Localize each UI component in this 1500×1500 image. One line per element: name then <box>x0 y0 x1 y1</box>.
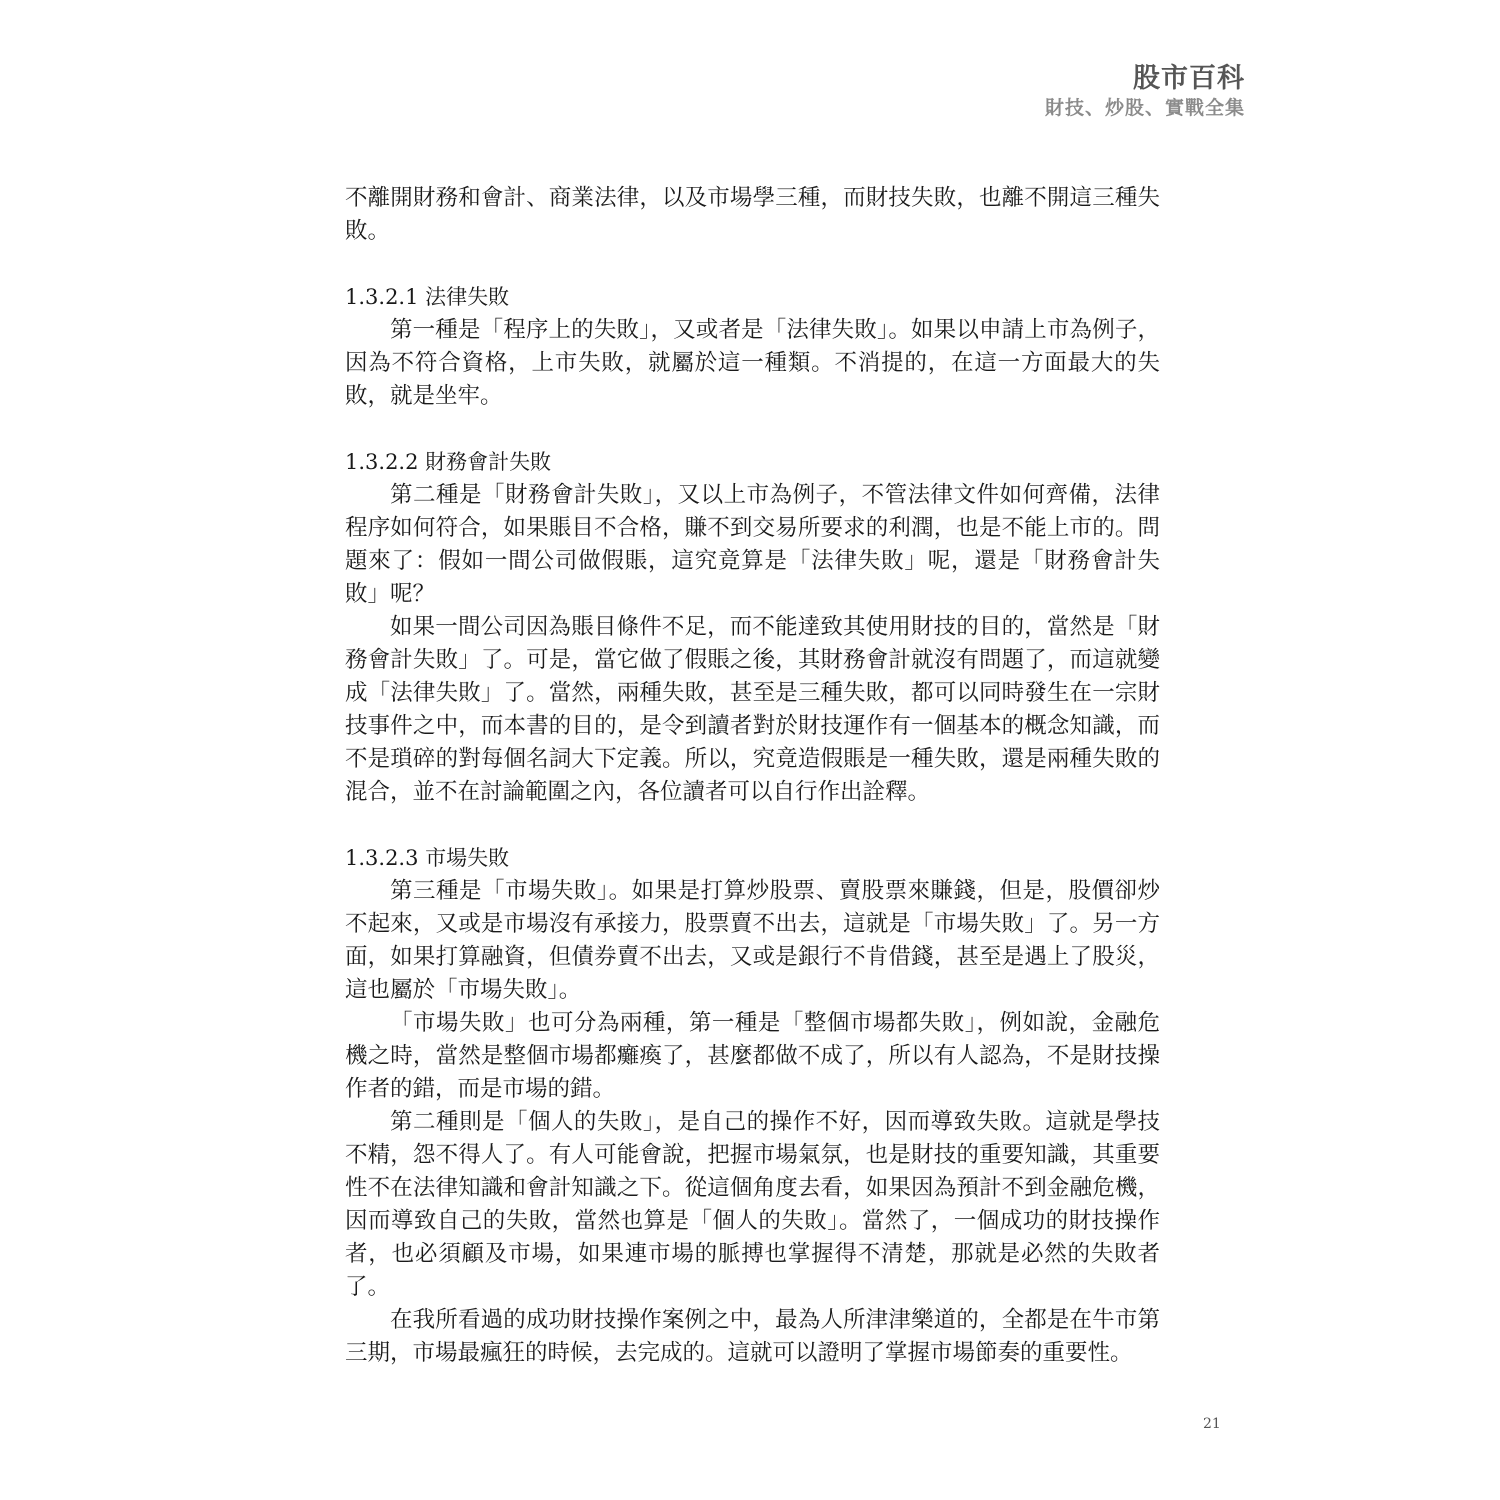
paragraph: 「市場失敗」也可分為兩種，第一種是「整個市場都失敗」，例如說，金融危機之時，當然是整個市場都癱瘓了，甚麼都做不成了，所以有人認為，不是財技操作者的錯，而是市場的錯。 <box>345 1010 1160 1102</box>
section-heading-accounting-failure: 1.3.2.2 財務會計失敗 <box>345 450 552 474</box>
spacer <box>345 248 1160 281</box>
paragraph: 第二種則是「個人的失敗」，是自己的操作不好，因而導致失敗。這就是學技不精，怨不得人了。有人可能會說，把握市場氣氛，也是財技的重要知識，其重要性不在法律知識和會計知識之下。從這個角度去看，如果因為預計不到金融危機，因而導致自己的失敗，當然也算是「個人的失敗」。當然了，一個成功的財技操作者，也必須顧及市場，如果連市場的脈搏也掌握得不清楚，那就是必然的失敗者了。 <box>345 1109 1160 1300</box>
section-heading-legal-failure: 1.3.2.1 法律失敗 <box>345 285 510 309</box>
spacer <box>345 809 1160 842</box>
page-body <box>345 182 1160 1370</box>
paragraph: 第一種是「程序上的失敗」，又或者是「法律失敗」。如果以申請上市為例子，因為不符合資格，上市失敗，就屬於這一種類。不消提的，在這一方面最大的失敗，就是坐牢。 <box>345 317 1160 409</box>
paragraph: 第二種是「財務會計失敗」，又以上市為例子，不管法律文件如何齊備，法律程序如何符合，如果賬目不合格，賺不到交易所要求的利潤，也是不能上市的。問題來了：假如一間公司做假賬，這究竟算是「法律失敗」呢，還是「財務會計失敗」呢？ <box>345 482 1160 607</box>
section-heading-market-failure: 1.3.2.3 市場失敗 <box>345 846 510 870</box>
paragraph: 第三種是「市場失敗」。如果是打算炒股票、賣股票來賺錢，但是，股價卻炒不起來，又或是市場沒有承接力，股票賣不出去，這就是「市場失敗」了。另一方面，如果打算融資，但債券賣不出去，又或是銀行不肯借錢，甚至是遇上了股災，這也屬於「市場失敗」。 <box>345 878 1160 1003</box>
paragraph: 在我所看過的成功財技操作案例之中，最為人所津津樂道的，全都是在牛市第三期，市場最瘋狂的時候，去完成的。這就可以證明了掌握市場節奏的重要性。 <box>345 1307 1160 1366</box>
book-subtitle: 財技、炒股、實戰全集 <box>1044 97 1245 119</box>
running-header <box>1045 62 1245 120</box>
page-number: 21 <box>1203 1416 1221 1432</box>
spacer <box>345 413 1160 446</box>
paragraph: 如果一間公司因為賬目條件不足，而不能達致其使用財技的目的，當然是「財務會計失敗」了。可是，當它做了假賬之後，其財務會計就沒有問題了，而這就變成「法律失敗」了。當然，兩種失敗，甚至是三種失敗，都可以同時發生在一宗財技事件之中，而本書的目的，是令到讀者對於財技運作有一個基本的概念知識，而不是瑣碎的對每個名詞大下定義。所以，究竟造假賬是一種失敗，還是兩種失敗的混合，並不在討論範圍之內，各位讀者可以自行作出詮釋。 <box>345 614 1160 805</box>
intro-paragraph: 不離開財務和會計、商業法律，以及市場學三種，而財技失敗，也離不開這三種失敗。 <box>345 185 1160 244</box>
book-title: 股市百科 <box>1133 63 1245 94</box>
